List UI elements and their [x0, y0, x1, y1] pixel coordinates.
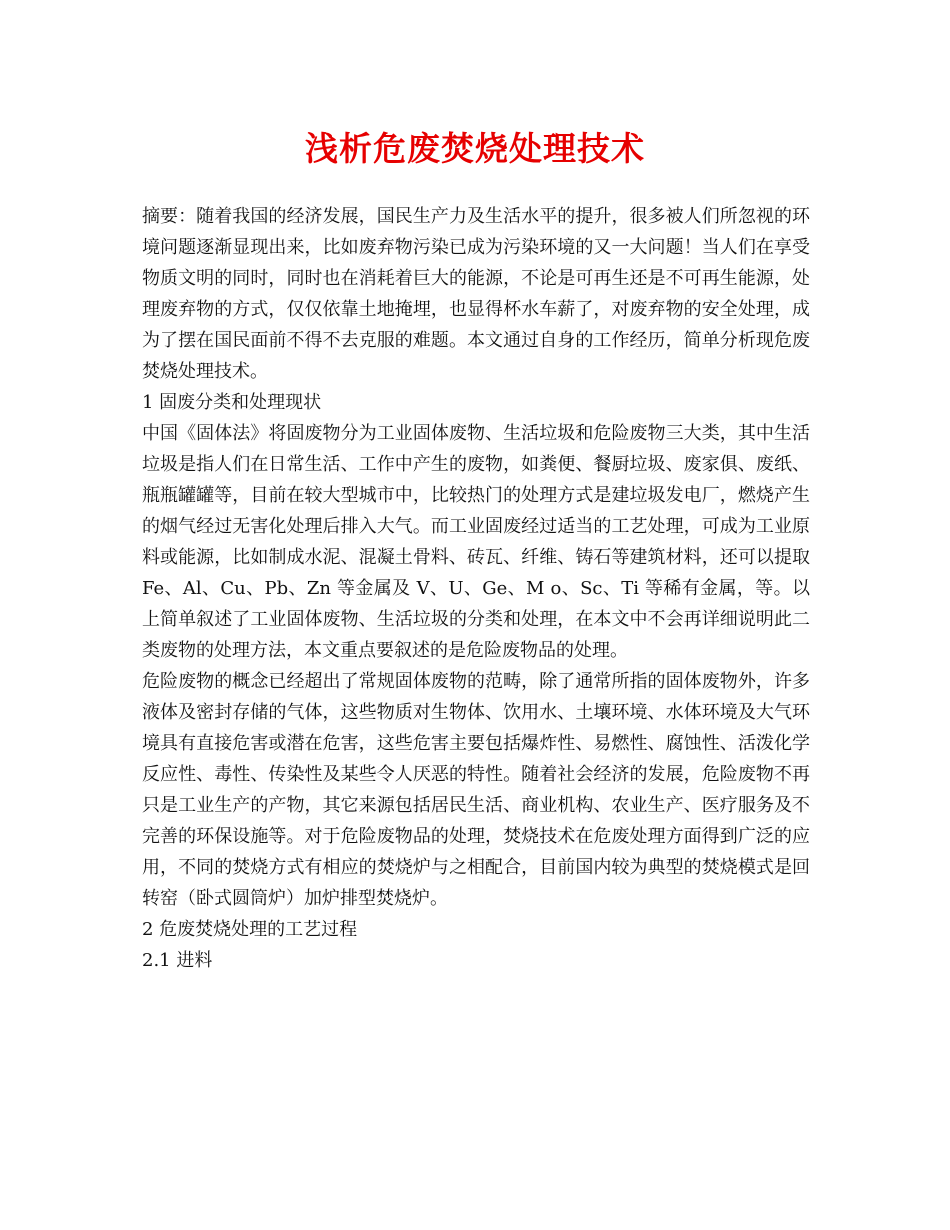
document-body	[142, 201, 810, 976]
abstract-paragraph: 摘要：随着我国的经济发展，国民生产力及生活水平的提升，很多被人们所忽视的环境问题逐渐显现出来，比如废弃物污染已成为污染环境的又一大问题！当人们在享受物质文明的同时，同时也在消耗着巨大的能源，不论是可再生还是不可再生能源，处理废弃物的方式，仅仅依靠土地掩埋，也显得杯水车薪了，对废弃物的安全处理，成为了摆在国民面前不得不去克服的难题。本文通过自身的工作经历，简单分析现危废焚烧处理技术。	[142, 206, 810, 382]
document-title: 浅析危废焚烧处理技术	[305, 129, 645, 168]
body-paragraph: 中国《固体法》将固废物分为工业固体废物、生活垃圾和危险废物三大类，其中生活垃圾是指人们在日常生活、工作中产生的废物，如粪便、餐厨垃圾、废家俱、废纸、瓶瓶罐罐等，目前在较大型城市中，比较热门的处理方式是建垃圾发电厂，燃烧产生的烟气经过无害化处理后排入大气。而工业固废经过适当的工艺处理，可成为工业原料或能源，比如制成水泥、混凝土骨料、砖瓦、纤维、铸石等建筑材料，还可以提取 Fe、Al、Cu、Pb、Zn 等金属及 V、U、Ge、M o、Sc、Ti 等稀有金属，等。以上简单叙述了工业固体废物、生活垃圾的分类和处理，在本文中不会再详细说明此二类废物的处理方法，本文重点要叙述的是危险废物品的处理。	[142, 423, 810, 661]
section-heading-1: 1 固废分类和处理现状	[142, 392, 322, 413]
body-paragraph: 危险废物的概念已经超出了常规固体废物的范畴，除了通常所指的固体废物外，许多液体及密封存储的气体，这些物质对生物体、饮用水、土壤环境、水体环境及大气环境具有直接危害或潜在危害，这些危害主要包括爆炸性、易燃性、腐蚀性、活泼化学反应性、毒性、传染性及某些令人厌恶的特性。随着社会经济的发展，危险废物不再只是工业生产的产物，其它来源包括居民生活、商业机构、农业生产、医疗服务及不完善的环保设施等。对于危险废物品的处理，焚烧技术在危废处理方面得到广泛的应用，不同的焚烧方式有相应的焚烧炉与之相配合，目前国内较为典型的焚烧模式是回转窑（卧式圆筒炉）加炉排型焚烧炉。	[142, 671, 810, 909]
subsection-heading-2-1: 2.1 进料	[142, 950, 213, 971]
section-heading-2: 2 危废焚烧处理的工艺过程	[142, 919, 358, 940]
